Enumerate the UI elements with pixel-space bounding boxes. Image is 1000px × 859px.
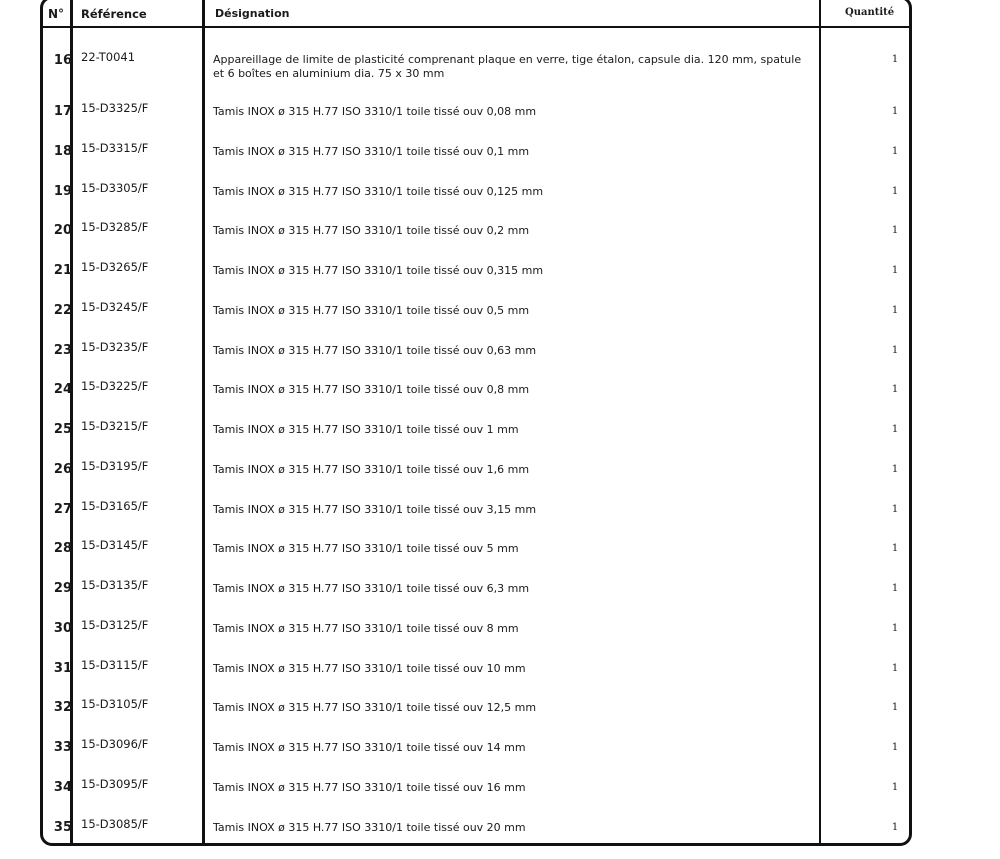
row-reference: 15-D3195/F — [81, 458, 149, 473]
row-designation: Appareillage de limite de plasticité comprenant plaque en verre, tige étalon, capsule dia. 120 mm, spatule et 6 boîtes en aluminium dia. 75 x 30 mm — [213, 53, 802, 80]
row-quantity: 1 — [891, 821, 899, 833]
row-quantity: 1 — [891, 185, 899, 197]
row-quantity: 1 — [891, 145, 899, 157]
row-quantity: 1 — [891, 384, 899, 396]
row-designation: Tamis INOX ø 315 H.77 ISO 3310/1 toile tissé ouv 3,15 mm — [213, 502, 537, 516]
row-number: 30 — [53, 620, 72, 636]
row-designation: Tamis INOX ø 315 H.77 ISO 3310/1 toile tissé ouv 12,5 mm — [213, 701, 537, 715]
row-quantity: 1 — [891, 781, 899, 793]
row-number: 27 — [53, 501, 72, 517]
table-row — [0, 421, 1000, 461]
row-quantity: 1 — [891, 463, 899, 475]
row-quantity: 1 — [891, 622, 899, 634]
row-designation: Tamis INOX ø 315 H.77 ISO 3310/1 toile tissé ouv 0,125 mm — [213, 184, 544, 198]
row-quantity: 1 — [891, 543, 899, 555]
row-quantity: 1 — [891, 424, 899, 435]
row-reference: 15-D3215/F — [81, 419, 149, 433]
table-row — [0, 299, 1000, 342]
row-number: 23 — [53, 342, 72, 358]
row-designation: Tamis INOX ø 315 H.77 ISO 3310/1 toile tissé ouv 10 mm — [213, 661, 526, 675]
row-reference: 15-D3145/F — [81, 538, 149, 553]
row-number: 20 — [53, 223, 72, 239]
row-quantity: 1 — [891, 304, 899, 316]
table-row — [0, 498, 1000, 541]
table-row — [0, 180, 1000, 223]
table-row — [0, 816, 1000, 859]
table-row — [0, 103, 1000, 143]
row-quantity: 1 — [891, 225, 899, 237]
row-number: 31 — [53, 660, 72, 676]
row-number: 32 — [53, 700, 72, 716]
table-row — [0, 262, 1000, 302]
row-number: 21 — [53, 263, 72, 278]
row-number: 28 — [53, 541, 72, 557]
row-quantity: 1 — [891, 742, 899, 753]
row-designation: Tamis INOX ø 315 H.77 ISO 3310/1 toile tissé ouv 14 mm — [213, 741, 526, 754]
row-number: 25 — [53, 422, 72, 437]
row-number: 35 — [53, 819, 72, 835]
row-reference: 15-D3325/F — [81, 101, 149, 115]
table-row — [0, 222, 1000, 262]
row-designation: Tamis INOX ø 315 H.77 ISO 3310/1 toile tissé ouv 16 mm — [213, 780, 526, 794]
table-row — [0, 739, 1000, 779]
row-designation: Tamis INOX ø 315 H.77 ISO 3310/1 toile tissé ouv 0,5 mm — [213, 303, 530, 317]
row-quantity: 1 — [891, 106, 899, 117]
row-designation: Tamis INOX ø 315 H.77 ISO 3310/1 toile tissé ouv 0,08 mm — [213, 105, 537, 118]
table-row — [0, 339, 1000, 382]
header-designation: Désignation — [215, 7, 290, 20]
row-number: 26 — [53, 461, 72, 477]
row-number: 18 — [53, 143, 72, 159]
row-number: 19 — [53, 183, 72, 199]
row-number: 33 — [53, 740, 72, 755]
row-reference: 15-D3115/F — [81, 657, 149, 672]
row-number: 22 — [53, 302, 72, 318]
header-reference: Référence — [81, 7, 147, 21]
row-designation: Tamis INOX ø 315 H.77 ISO 3310/1 toile tissé ouv 1,6 mm — [213, 462, 530, 476]
header-divider — [40, 26, 912, 28]
row-number: 34 — [53, 779, 72, 795]
row-number: 16 — [53, 53, 72, 68]
row-quantity: 1 — [891, 702, 899, 714]
row-reference: 15-D3245/F — [81, 299, 149, 314]
row-reference: 15-D3235/F — [81, 339, 149, 354]
row-quantity: 1 — [891, 503, 899, 515]
row-designation: Tamis INOX ø 315 H.77 ISO 3310/1 toile tissé ouv 5 mm — [213, 542, 519, 556]
row-quantity: 1 — [891, 344, 899, 356]
table-row — [0, 140, 1000, 183]
row-number: 29 — [53, 581, 72, 596]
table-row — [0, 44, 1000, 84]
row-reference: 15-D3105/F — [81, 697, 149, 712]
row-reference: 15-D3225/F — [81, 379, 149, 394]
row-reference: 15-D3125/F — [81, 617, 149, 632]
row-number: 17 — [53, 104, 72, 119]
row-reference: 15-D3095/F — [81, 776, 149, 791]
row-designation: Tamis INOX ø 315 H.77 ISO 3310/1 toile tissé ouv 8 mm — [213, 621, 519, 635]
row-reference: 15-D3315/F — [81, 140, 149, 155]
row-designation: Tamis INOX ø 315 H.77 ISO 3310/1 toile tissé ouv 1 mm — [213, 423, 519, 436]
row-designation: Tamis INOX ø 315 H.77 ISO 3310/1 toile tissé ouv 0,8 mm — [213, 383, 530, 397]
row-reference: 15-D3265/F — [81, 260, 149, 274]
table-row — [0, 699, 1000, 739]
row-number: 24 — [53, 382, 72, 398]
header-quantity: Quantité — [845, 7, 895, 18]
row-quantity: 1 — [891, 54, 899, 65]
row-quantity: 1 — [891, 265, 899, 276]
row-reference: 15-D3096/F — [81, 737, 149, 751]
row-designation: Tamis INOX ø 315 H.77 ISO 3310/1 toile tissé ouv 0,315 mm — [213, 264, 544, 277]
row-reference: 15-D3135/F — [81, 578, 149, 592]
table-row — [0, 580, 1000, 620]
row-designation: Tamis INOX ø 315 H.77 ISO 3310/1 toile tissé ouv 0,2 mm — [213, 224, 530, 238]
row-designation: Tamis INOX ø 315 H.77 ISO 3310/1 toile tissé ouv 6,3 mm — [213, 582, 530, 595]
row-quantity: 1 — [891, 583, 899, 594]
row-reference: 15-D3165/F — [81, 498, 149, 513]
row-designation: Tamis INOX ø 315 H.77 ISO 3310/1 toile tissé ouv 20 mm — [213, 820, 526, 834]
table-row — [0, 617, 1000, 660]
table-row — [0, 458, 1000, 501]
row-designation: Tamis INOX ø 315 H.77 ISO 3310/1 toile tissé ouv 0,63 mm — [213, 343, 537, 357]
row-reference: 15-D3085/F — [81, 816, 149, 831]
row-reference: 15-D3285/F — [81, 220, 149, 235]
table-row — [0, 776, 1000, 819]
row-reference: 15-D3305/F — [81, 180, 149, 195]
row-designation: Tamis INOX ø 315 H.77 ISO 3310/1 toile tissé ouv 0,1 mm — [213, 144, 530, 158]
table-row — [0, 381, 1000, 421]
table-row — [0, 540, 1000, 580]
header-number: N° — [48, 7, 65, 21]
row-quantity: 1 — [891, 662, 899, 674]
row-reference: 22-T0041 — [81, 50, 136, 64]
table-row — [0, 657, 1000, 700]
